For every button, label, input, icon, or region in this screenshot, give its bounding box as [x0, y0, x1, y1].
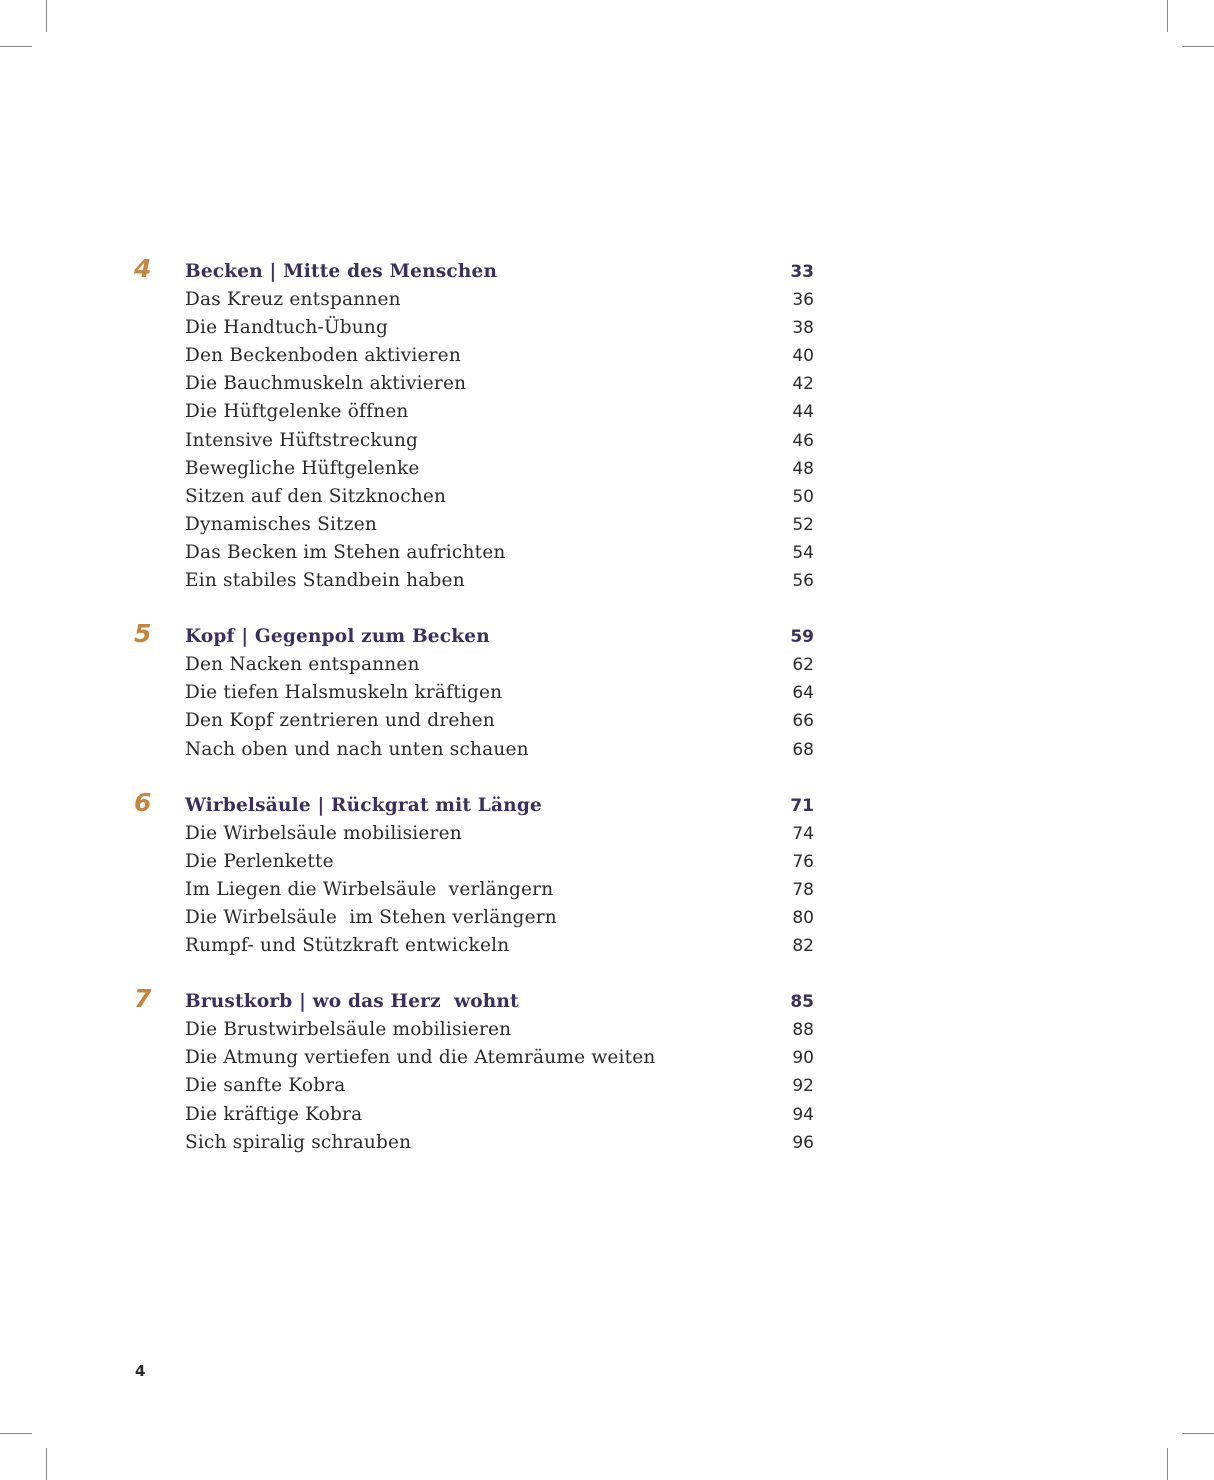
toc-entry-page-number: 62	[792, 655, 814, 676]
toc-entry[interactable]	[120, 1129, 840, 1157]
toc-entry-title: Den Nacken entspannen	[185, 654, 420, 676]
crop-mark	[46, 1448, 47, 1480]
toc-entry[interactable]	[120, 511, 840, 539]
toc-entry-page-number: 50	[792, 486, 814, 507]
toc-entry[interactable]	[120, 1072, 840, 1100]
toc-entry-title: Den Kopf zentrieren und drehen	[185, 710, 495, 732]
toc-entry-title: Die Handtuch-Übung	[185, 317, 389, 339]
toc-entry-page-number: 88	[792, 1020, 814, 1041]
toc-entry-title: Nach oben und nach unten schauen	[185, 738, 529, 760]
toc-entry[interactable]	[120, 876, 840, 904]
crop-mark	[0, 46, 32, 47]
toc-entry[interactable]	[120, 736, 840, 764]
toc-entry-title: Sitzen auf den Sitzknochen	[185, 485, 447, 507]
toc-entry[interactable]	[120, 539, 840, 567]
toc-entry[interactable]	[120, 286, 840, 314]
crop-mark	[1182, 1433, 1214, 1434]
toc-entry-title: Die Brustwirbelsäule mobilisieren	[185, 1019, 512, 1041]
chapter-page-number: 59	[790, 627, 814, 648]
toc-entry-title: Den Beckenboden aktivieren	[185, 345, 461, 367]
toc-chapter	[120, 619, 840, 763]
table-of-contents	[120, 254, 840, 1185]
toc-entry-page-number: 68	[792, 739, 814, 760]
toc-entry-title: Die Wirbelsäule im Stehen verlängern	[185, 906, 557, 928]
chapter-title: Kopf | Gegenpol zum Becken	[185, 626, 490, 648]
toc-chapter	[120, 787, 840, 961]
chapter-title: Wirbelsäule | Rückgrat mit Länge	[185, 794, 542, 816]
chapter-page-number: 71	[790, 795, 814, 816]
toc-entry-title: Die Bauchmuskeln aktivieren	[185, 373, 467, 395]
crop-mark	[0, 1433, 32, 1434]
toc-entry[interactable]	[120, 1101, 840, 1129]
toc-entry-title: Im Liegen die Wirbelsäule verlängern	[185, 878, 554, 900]
crop-mark	[1167, 0, 1168, 32]
chapter-title: Becken | Mitte des Menschen	[185, 261, 498, 282]
toc-entry-page-number: 52	[792, 514, 814, 535]
toc-entry-page-number: 94	[792, 1104, 814, 1125]
toc-entry[interactable]	[120, 1016, 840, 1044]
toc-entry-page-number: 38	[792, 318, 814, 339]
toc-entry-page-number: 56	[792, 571, 814, 592]
chapter-page-number: 85	[790, 992, 814, 1013]
toc-chapter	[120, 254, 840, 595]
toc-entry-title: Rumpf- und Stützkraft entwickeln	[185, 935, 510, 957]
toc-entry-page-number: 74	[792, 823, 814, 844]
toc-entry-page-number: 96	[792, 1132, 814, 1153]
toc-chapter	[120, 984, 840, 1157]
toc-entry[interactable]	[120, 820, 840, 848]
toc-entry-title: Die sanfte Kobra	[185, 1075, 346, 1097]
toc-entry-page-number: 64	[792, 683, 814, 704]
toc-entry-title: Die kräftige Kobra	[185, 1103, 363, 1125]
toc-entry-page-number: 36	[792, 290, 814, 311]
toc-entry-title: Die Hüftgelenke öffnen	[185, 401, 409, 423]
crop-mark	[1182, 46, 1214, 47]
toc-entry[interactable]	[120, 483, 840, 511]
chapter-number: 4	[134, 254, 152, 283]
crop-mark	[46, 0, 47, 32]
toc-entry[interactable]	[120, 342, 840, 370]
page-number: 4	[135, 1362, 146, 1380]
toc-entry-page-number: 78	[792, 879, 814, 900]
toc-entry-title: Bewegliche Hüftgelenke	[185, 457, 420, 479]
toc-entry-title: Das Becken im Stehen aufrichten	[185, 541, 506, 563]
toc-entry-page-number: 40	[792, 346, 814, 367]
toc-entry[interactable]	[120, 932, 840, 960]
toc-entry-title: Die tiefen Halsmuskeln kräftigen	[185, 682, 503, 704]
toc-entry[interactable]	[120, 848, 840, 876]
toc-entry-page-number: 82	[792, 936, 814, 957]
toc-entry[interactable]	[120, 1044, 840, 1072]
toc-entry-page-number: 80	[792, 907, 814, 928]
toc-entry[interactable]	[120, 314, 840, 342]
toc-entry-page-number: 46	[792, 430, 814, 451]
toc-entry-page-number: 76	[792, 851, 814, 872]
toc-entry[interactable]	[120, 567, 840, 595]
chapter-number: 7	[134, 984, 152, 1014]
chapter-heading-row[interactable]	[120, 254, 840, 286]
chapter-number: 6	[134, 787, 152, 817]
toc-entry-page-number: 66	[792, 711, 814, 732]
chapter-page-number: 33	[790, 262, 814, 282]
toc-entry-page-number: 54	[792, 542, 814, 563]
toc-entry-page-number: 90	[792, 1048, 814, 1069]
chapter-heading-row[interactable]	[120, 787, 840, 820]
toc-entry-page-number: 42	[792, 374, 814, 395]
toc-entry-page-number: 48	[792, 458, 814, 479]
toc-entry-title: Intensive Hüftstreckung	[185, 429, 419, 451]
toc-entry[interactable]	[120, 455, 840, 483]
toc-entry[interactable]	[120, 679, 840, 707]
chapter-heading-row[interactable]	[120, 984, 840, 1016]
toc-entry-title: Sich spiralig schrauben	[185, 1131, 412, 1153]
chapter-heading-row[interactable]	[120, 619, 840, 651]
toc-entry-page-number: 92	[792, 1076, 814, 1097]
toc-entry[interactable]	[120, 904, 840, 932]
toc-entry-title: Das Kreuz entspannen	[185, 289, 401, 311]
toc-entry[interactable]	[120, 398, 840, 426]
toc-entry[interactable]	[120, 651, 840, 679]
toc-entry[interactable]	[120, 427, 840, 455]
toc-entry-page-number: 44	[792, 402, 814, 423]
toc-entry-title: Dynamisches Sitzen	[185, 513, 378, 535]
toc-entry[interactable]	[120, 370, 840, 398]
toc-entry[interactable]	[120, 707, 840, 735]
chapter-title: Brustkorb | wo das Herz wohnt	[185, 991, 519, 1013]
toc-entry-title: Die Atmung vertiefen und die Atemräume weiten	[185, 1047, 656, 1069]
crop-mark	[1167, 1448, 1168, 1480]
chapter-number: 5	[134, 619, 152, 649]
toc-entry-title: Die Wirbelsäule mobilisieren	[185, 822, 462, 844]
toc-entry-title: Ein stabiles Standbein haben	[185, 570, 465, 592]
toc-entry-title: Die Perlenkette	[185, 850, 334, 872]
